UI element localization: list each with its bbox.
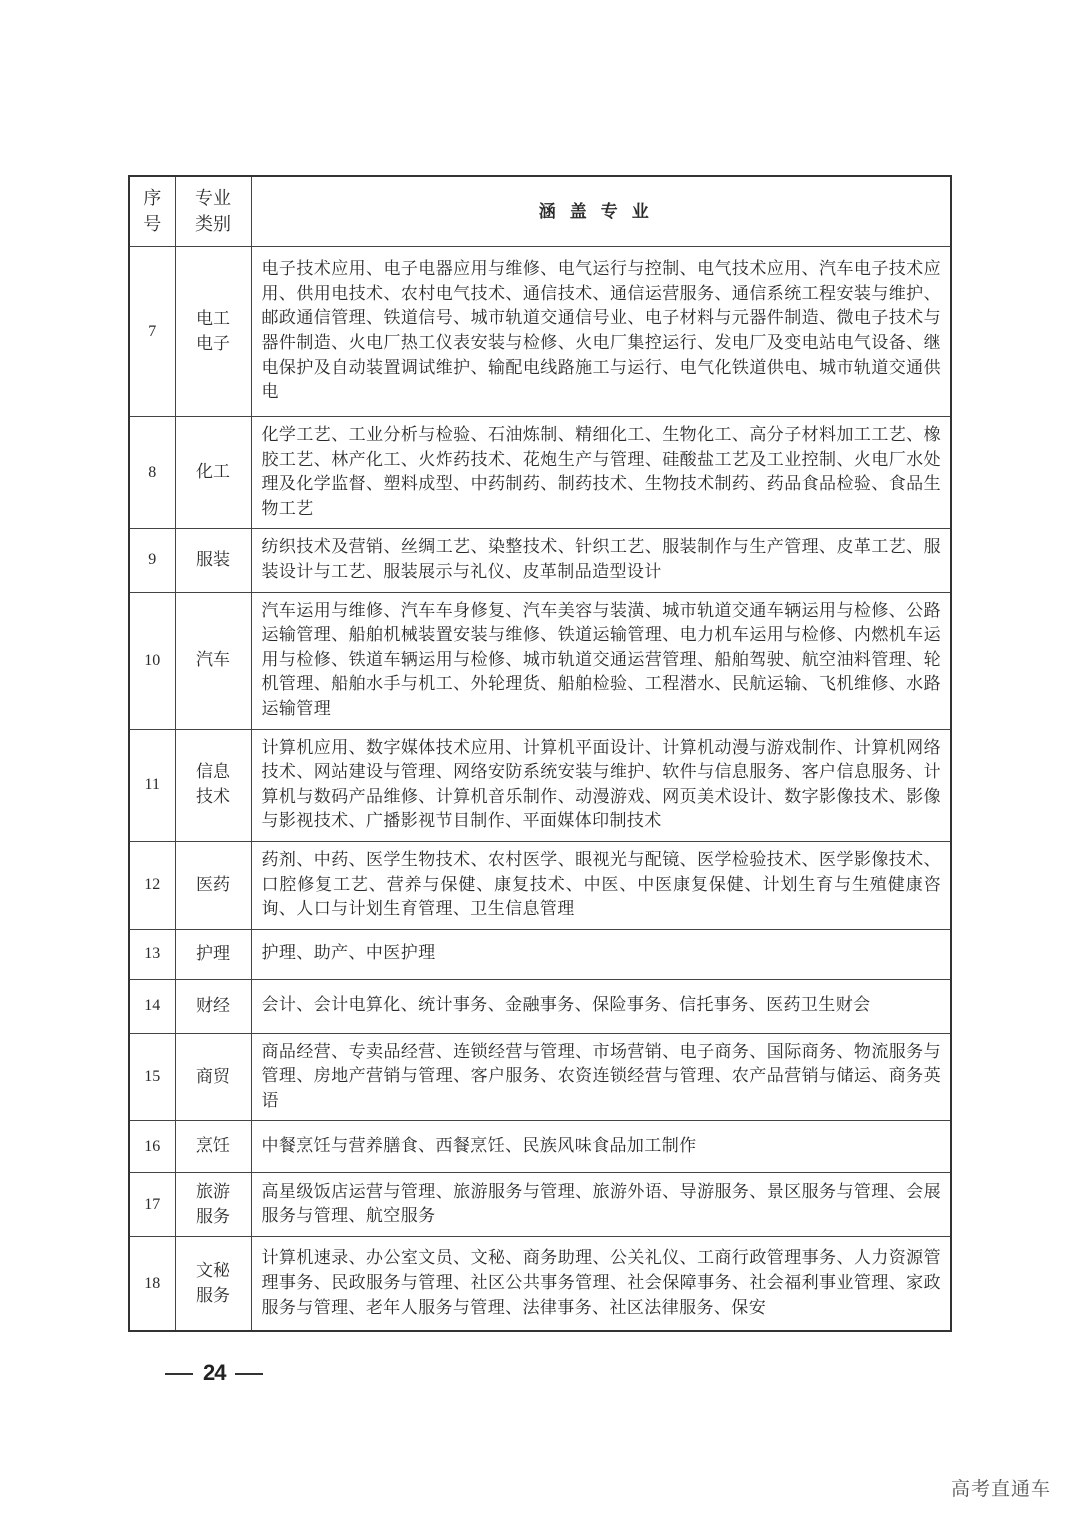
row-category xyxy=(175,592,251,729)
row-serial-number: 9 xyxy=(129,529,175,592)
table-row xyxy=(129,1121,951,1173)
table-row xyxy=(129,729,951,841)
row-category-text: 电工电子 xyxy=(196,308,230,354)
table-row xyxy=(129,1033,951,1121)
row-majors: 计算机应用、数字媒体技术应用、计算机平面设计、计算机动漫与游戏制作、计算机网络技术、网站建设与管理、网络安防系统安装与维护、软件与信息服务、客户信息服务、计算机与数码产品维修、计算机音乐制作、动漫游戏、网页美术设计、数字影像技术、影像与影视技术、广播影视节目制作、平面媒体印制技术 xyxy=(251,729,951,841)
row-majors: 护理、助产、中医护理 xyxy=(251,929,951,979)
header-serial-number-text: 序号 xyxy=(143,187,162,235)
row-majors: 会计、会计电算化、统计事务、金融事务、保险事务、信托事务、医药卫生财会 xyxy=(251,979,951,1033)
table-row xyxy=(129,1173,951,1237)
row-category-text: 文秘服务 xyxy=(196,1260,230,1306)
row-serial-number: 12 xyxy=(129,841,175,929)
table-row xyxy=(129,929,951,979)
table-row xyxy=(129,592,951,729)
row-serial-number: 15 xyxy=(129,1033,175,1121)
row-category xyxy=(175,247,251,417)
row-category-text: 信息技术 xyxy=(196,762,230,808)
table-row xyxy=(129,529,951,592)
row-category xyxy=(175,1173,251,1237)
row-majors: 化学工艺、工业分析与检验、石油炼制、精细化工、生物化工、高分子材料加工工艺、橡胶工艺、林产化工、火炸药技术、花炮生产与管理、硅酸盐工艺及工业控制、火电厂水处理及化学监督、塑料成型、中药制药、制药技术、生物技术制药、药品食品检验、食品生物工艺 xyxy=(251,417,951,529)
table-header-row xyxy=(129,176,951,247)
header-category xyxy=(175,176,251,247)
row-category-text: 医药 xyxy=(196,874,230,895)
row-category-text: 旅游服务 xyxy=(196,1181,230,1227)
row-category xyxy=(175,417,251,529)
row-majors: 高星级饭店运营与管理、旅游服务与管理、旅游外语、导游服务、景区服务与管理、会展服务与管理、航空服务 xyxy=(251,1173,951,1237)
page-number xyxy=(155,1360,273,1386)
table-row xyxy=(129,247,951,417)
page-number-dash-left xyxy=(165,1373,193,1375)
row-serial-number: 11 xyxy=(129,729,175,841)
table-row xyxy=(129,417,951,529)
row-category xyxy=(175,1033,251,1121)
row-serial-number: 17 xyxy=(129,1173,175,1237)
table-row xyxy=(129,1237,951,1331)
majors-table xyxy=(128,175,952,1332)
row-category-text: 烹饪 xyxy=(196,1136,230,1157)
row-serial-number: 10 xyxy=(129,592,175,729)
row-category-text: 化工 xyxy=(196,462,230,483)
header-serial-number xyxy=(129,176,175,247)
row-serial-number: 8 xyxy=(129,417,175,529)
row-majors: 计算机速录、办公室文员、文秘、商务助理、公关礼仪、工商行政管理事务、人力资源管理事务、民政服务与管理、社区公共事务管理、社会保障事务、社会福利事业管理、家政服务与管理、老年人服务与管理、法律事务、社区法律服务、保安 xyxy=(251,1237,951,1331)
row-majors: 电子技术应用、电子电器应用与维修、电气运行与控制、电气技术应用、汽车电子技术应用、供用电技术、农村电气技术、通信技术、通信运营服务、通信系统工程安装与维护、邮政通信管理、铁道信号、城市轨道交通信号业、电子材料与元器件制造、微电子技术与器件制造、火电厂热工仪表安装与检修、火电厂集控运行、发电厂及变电站电气设备、继电保护及自动装置调试维护、输配电线路施工与运行、电气化铁道供电、城市轨道交通供电 xyxy=(251,247,951,417)
row-serial-number: 7 xyxy=(129,247,175,417)
table-row xyxy=(129,841,951,929)
row-serial-number: 13 xyxy=(129,929,175,979)
page-number-value: 24 xyxy=(203,1360,226,1385)
row-serial-number: 18 xyxy=(129,1237,175,1331)
row-majors: 中餐烹饪与营养膳食、西餐烹饪、民族风味食品加工制作 xyxy=(251,1121,951,1173)
row-serial-number: 16 xyxy=(129,1121,175,1173)
row-majors: 纺织技术及营销、丝绸工艺、染整技术、针织工艺、服装制作与生产管理、皮革工艺、服装设计与工艺、服装展示与礼仪、皮革制品造型设计 xyxy=(251,529,951,592)
table-body xyxy=(129,247,951,1331)
row-category xyxy=(175,729,251,841)
watermark: 高考直通车 xyxy=(950,1478,1051,1500)
header-coverage: 涵盖专业 xyxy=(251,176,951,247)
row-majors: 药剂、中药、医学生物技术、农村医学、眼视光与配镜、医学检验技术、医学影像技术、口腔修复工艺、营养与保健、康复技术、中医、中医康复保健、计划生育与生殖健康咨询、人口与计划生育管理、卫生信息管理 xyxy=(251,841,951,929)
row-category xyxy=(175,929,251,979)
row-category-text: 护理 xyxy=(196,943,230,964)
row-category xyxy=(175,841,251,929)
row-category-text: 汽车 xyxy=(196,650,230,671)
row-category-text: 财经 xyxy=(196,995,230,1016)
row-category-text: 商贸 xyxy=(196,1066,230,1087)
row-majors: 商品经营、专卖品经营、连锁经营与管理、市场营销、电子商务、国际商务、物流服务与管理、房地产营销与管理、客户服务、农资连锁经营与管理、农产品营销与储运、商务英语 xyxy=(251,1033,951,1121)
table-row xyxy=(129,979,951,1033)
row-serial-number: 14 xyxy=(129,979,175,1033)
row-category-text: 服装 xyxy=(196,549,230,570)
row-category xyxy=(175,979,251,1033)
page-number-dash-right xyxy=(235,1373,263,1375)
row-category xyxy=(175,1237,251,1331)
row-category xyxy=(175,1121,251,1173)
row-majors: 汽车运用与维修、汽车车身修复、汽车美容与装潢、城市轨道交通车辆运用与检修、公路运输管理、船舶机械装置安装与维修、铁道运输管理、电力机车运用与检修、内燃机车运用与检修、铁道车辆运用与检修、城市轨道交通运营管理、船舶驾驶、航空油料管理、轮机管理、船舶水手与机工、外轮理货、船舶检验、工程潜水、民航运输、飞机维修、水路运输管理 xyxy=(251,592,951,729)
header-category-text: 专业类别 xyxy=(195,187,231,235)
row-category xyxy=(175,529,251,592)
